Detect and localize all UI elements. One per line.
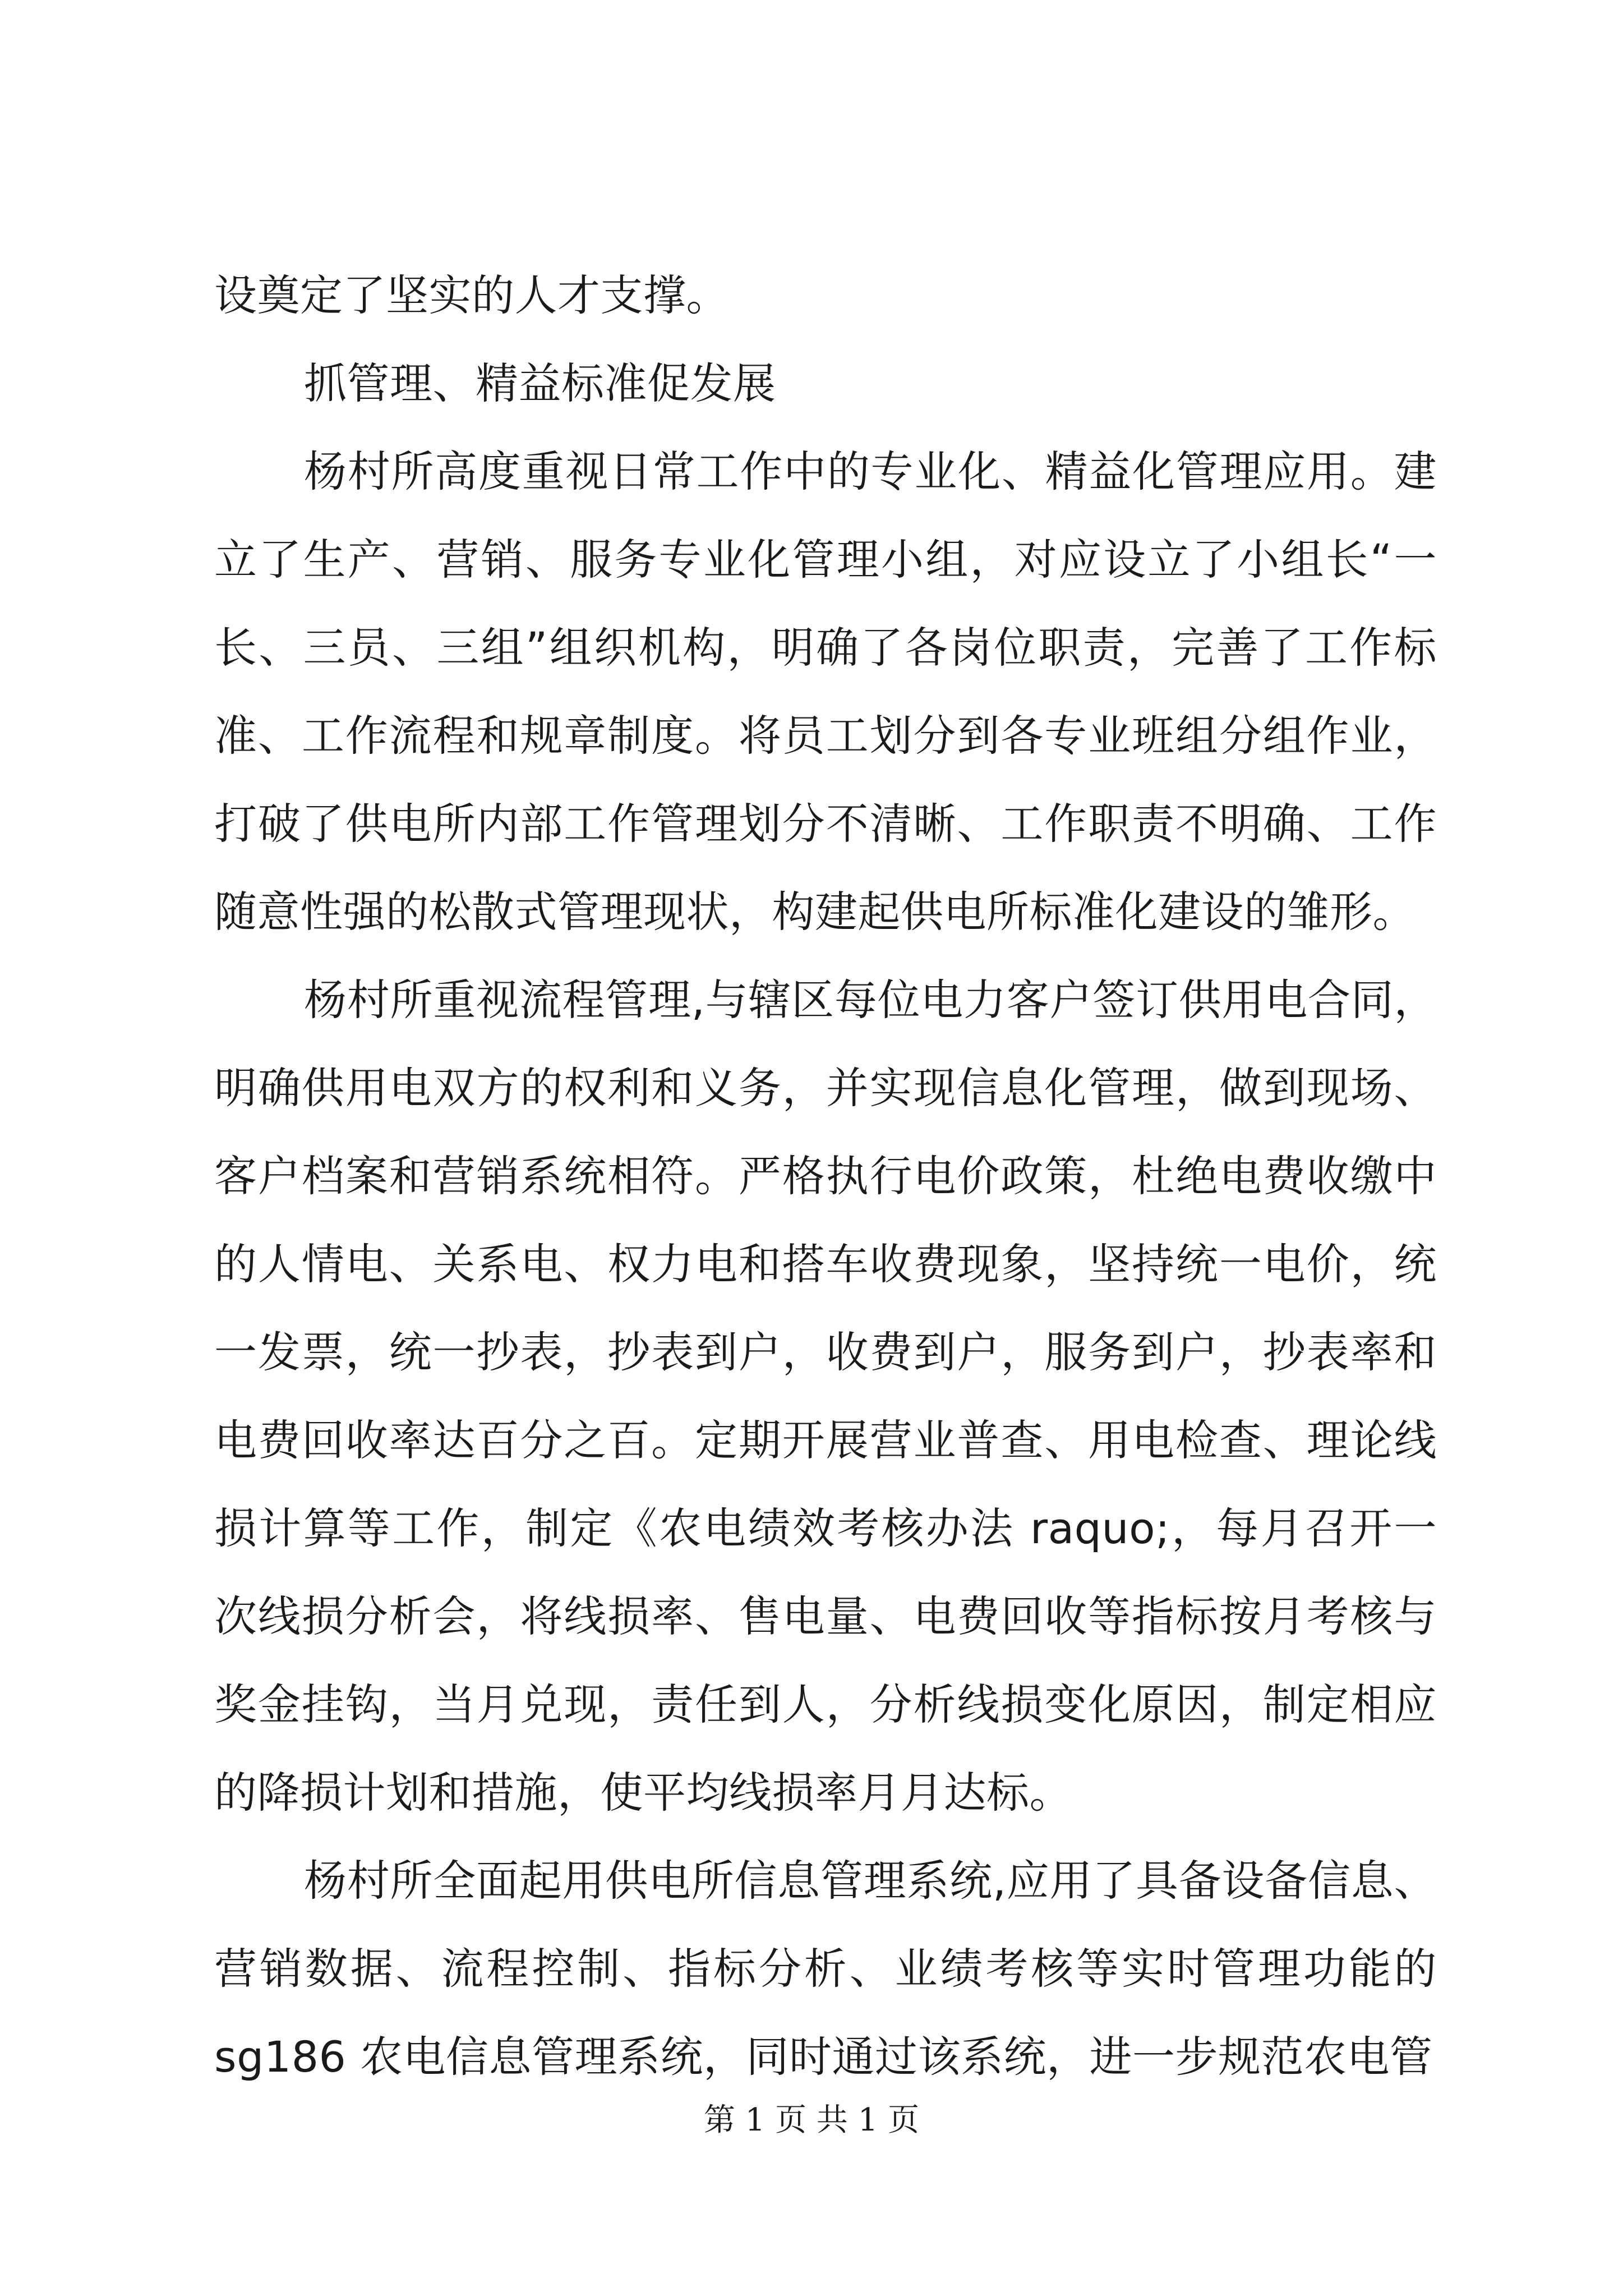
section-heading: 抓管理、精益标准促发展 bbox=[304, 358, 776, 408]
document-body bbox=[214, 251, 1437, 2101]
paragraph-information-system: 杨村所全面起用供电所信息管理系统,应用了具备设备信息、营销数据、流程控制、指标分析、业绩考核等实时管理功能的sg186 农电信息管理系统，同时通过该系统，进一步规范农电管 bbox=[214, 1856, 1437, 2082]
paragraph-continuation: 设奠定了坚实的人才支撑。 bbox=[214, 270, 729, 320]
paragraph-process: 杨村所重视流程管理,与辖区每位电力客户签订供用电合同，明确供用电双方的权利和义务，并实现信息化管理，做到现场、客户档案和营销系统相符。严格执行电价政策，杜绝电费收缴中的人情电、关系电、权力电和搭车收费现象，坚持统一电价，统一发票，统一抄表，抄表到户，收费到户，服务到户，抄表率和电费回收率达百分之百。定期开展营业普查、用电检查、理论线损计算等工作，制定《农电绩效考核办法 raquo;，每月召开一次线损分析会，将线损率、售电量、电费回收等指标按月考核与奖金挂钩，当月兑现，责任到人，分析线损变化原因，制定相应的降损计划和措施，使平均线损率月月达标。 bbox=[214, 975, 1437, 1818]
paragraph-management: 杨村所高度重视日常工作中的专业化、精益化管理应用。建立了生产、营销、服务专业化管理小组，对应设立了小组长“一长、三员、三组”组织机构，明确了各岗位职责，完善了工作标准、工作流程和规章制度。将员工划分到各专业班组分组作业，打破了供电所内部工作管理划分不清晰、工作职责不明确、工作随意性强的松散式管理现状，构建起供电所标准化建设的雏形。 bbox=[214, 447, 1437, 937]
page-footer: 第 1 页 共 1 页 bbox=[703, 2102, 920, 2138]
